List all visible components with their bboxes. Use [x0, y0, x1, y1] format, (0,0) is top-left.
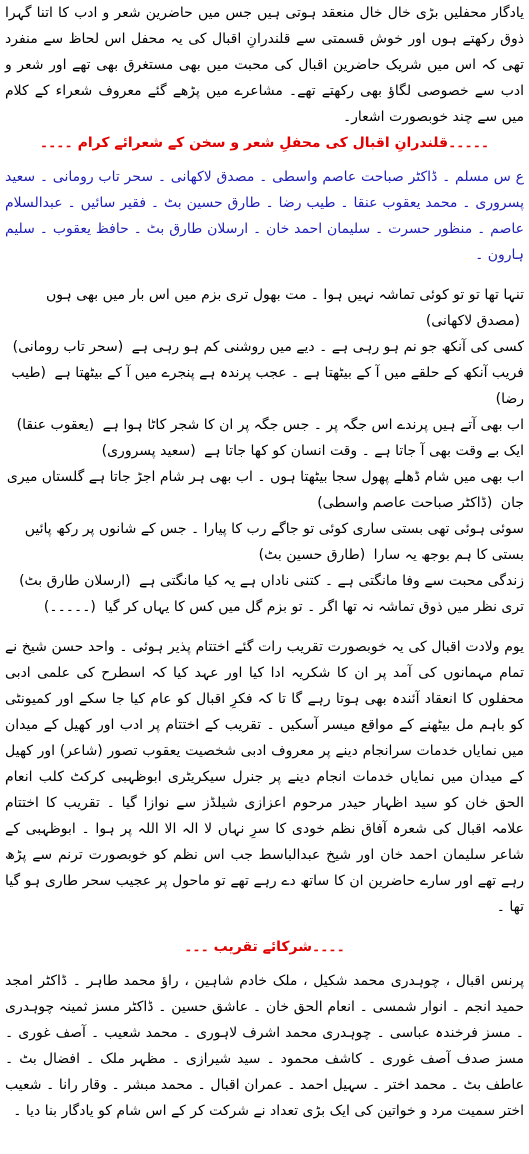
couplet	[5, 568, 524, 594]
poets-list: ع س مسلم ۔ ڈاکٹر صباحت عاصم واسطی ۔ مصدق لاکھانی ۔ سحر تاب رومانی ۔ سعید پسروری ۔ محمد یعقوب عنقا ۔ طیب رضا ۔ طارق حسین بٹ ۔ فقیر سائیں ۔ عبدالسلام عاصم ۔ منظور حسرت ۔ سلیمان احمد خان ۔ ارسلان طارق بٹ ۔ حافظ یعقوب ۔ سلیم ہارون ۔	[5, 169, 524, 263]
spacer	[5, 920, 524, 934]
poets-heading: ۔۔۔۔۔قلندرانِ اقبال کی محفلِ شعر و سخن کے شعرائے کرام ۔۔۔۔	[39, 135, 490, 151]
closing-paragraph: یوم ولادت اقبال کی یہ خوبصورت تقریب رات گئے اختتام پذیر ہوئی ۔ واحد حسن شیخ نے تمام مہمانوں کی آمد پر ان کا شکریہ ادا کیا اور عہد کیا کہ اسطرح کی علمی ادبی محفلوں کا انعقاد آئندہ بھی ہوتا رہے گا تا کہ فکرِ اقبال کو عام کیا جا سکے اور کمیونٹی کو باہم مل بیٹھنے کے مواقع میسر آسکیں ۔ تقریب کے اختتام پر ادب اور کھیل کے میدان میں نمایاں خدمات سرانجام دینے پر معروف ادبی شخصیت یعقوب تصور (شاعر) اور کھیل کے میدان میں نمایاں خدمات انجام دینے پر جنرل سیکریٹری ابوظہبی کرکٹ کلب انعام الحق خان کو سید اظہار حیدر مرحوم اعزازی شیلڈز سے نوازا گیا ۔ تقریب کا اختتام علامہ اقبال کی شعرہ آفاق نظم خودی کا سرِ نہاں لا الہ الا اللہ پر ہوا ۔ ابوظہبی کے شاعر سلیمان احمد خان اور شیخ عبدالباسط جب اس نظم کو خوبصورت ترنم سے پڑھ رہے تھے اور سارے حاضرین ان کا ساتھ دے رہے تھے تو ماحول پر عجیب سحر طاری ہو گیا تھا ۔	[5, 639, 524, 915]
couplet-text: اب بھی آتے ہیں پرندے اس جگہ پر ۔ جس جگہ پر ان کا شجر کاٹا ہوا ہے	[102, 417, 524, 433]
couplet-text: زندگی محبت سے وفا مانگتی ہے ۔ کتنی ناداں ہے یہ کیا مانگتی ہے	[139, 573, 524, 589]
intro-paragraph: یادگار محفلیں بڑی خال خال منعقد ہوتی ہیں جس میں حاضرین شعر و ادب کا اتنا گہرا ذوق رکھتے ہوں اور خوش قسمتی سے قلندرانِ اقبال کی یہ محفل اس لحاظ سے منفرد تھی کہ اس میں شریک حاضرین اقبال کی محبت میں بھی مستغرق بھی تھے اور شعر و ادب سے خصوصی لگاؤ بھی رکھتے تھے۔ مشاعرے میں پڑھے گئے معروف شعراء کے کلام میں سے چند خوبصورت اشعار۔	[5, 5, 524, 125]
couplet-poet: (سحر تاب رومانی)	[12, 339, 124, 355]
couplet	[5, 360, 524, 412]
couplet-text: فریب آنکھ کے حلقے میں آ کے بیٹھتا ہے ۔ عجب پرندہ ہے پنجرے میں آ کے بیٹھتا ہے	[54, 365, 524, 381]
spacer	[5, 960, 524, 968]
couplet	[5, 516, 524, 568]
couplet	[5, 334, 524, 360]
couplet-poet: (طیب رضا)	[11, 365, 524, 407]
couplet-poet: (ڈاکٹر صباحت عاصم واسطی)	[317, 495, 493, 511]
spacer	[5, 156, 524, 164]
couplet	[5, 438, 524, 464]
couplets-section	[5, 282, 524, 620]
couplet-text: تری نظر میں ذوق تماشہ نہ تھا اگر ۔ تو بزم گل میں کس کا یہاں کر گیا	[104, 599, 524, 615]
couplet-text: کسی کی آنکھ جو نم ہو رہی ہے ۔ دیے میں روشنی کم ہو رہی ہے	[131, 339, 524, 355]
couplet-poet: (طارق حسین بٹ)	[258, 547, 366, 563]
spacer	[5, 620, 524, 634]
couplet-text: سوئی ہوئی تھی بستی ساری کوئی تو جاگے رب کا پیارا ۔ جس کے شانوں پر رکھ پائیں بستی کا ہم بوجھ یہ سارا	[24, 521, 524, 563]
couplet-poet: (۔۔۔۔۔)	[43, 599, 96, 615]
couplet	[5, 412, 524, 438]
couplet-poet: (سعید پسروری)	[101, 443, 196, 459]
couplet-poet: (ارسلان طارق بٹ)	[19, 573, 131, 589]
couplet	[5, 464, 524, 516]
participants-heading: ۔۔۔۔شرکائے تقریب ۔۔۔	[184, 939, 345, 955]
couplet-text: ایک بے وقت بھی آ جاتا ہے ۔ وقت انسان کو کھا جاتا ہے	[204, 443, 524, 459]
participants-list: پرنس اقبال ، چوہدری محمد شکیل ، ملک خادم شاہین ، راؤ محمد طاہر ۔ ڈاکٹر امجد حمید انجم ۔ انوار شمسی ۔ انعام الحق خان ۔ عاشق حسین ۔ ڈاکٹر مسز ثمینہ چوہدری ۔ مسز فرخندہ عباسی ۔ چوہدری محمد اشرف لاہوری ۔ محمد شعیب ۔ آصف غوری ۔ مسز صدف آصف غوری ۔ کاشف محمود ۔ سید شیرازی ۔ مظہر ملک ۔ افضال بٹ ۔ عاطف بٹ ۔ محمد اختر ۔ سہیل احمد ۔ عمران اقبال ۔ محمد مبشر ۔ وقار رانا ۔ شعیب اختر سمیت مرد و خواتین کی ایک بڑی تعداد نے شرکت کر کے اس شام کو یادگار بنا دیا ۔	[5, 973, 524, 1119]
spacer	[5, 268, 524, 282]
couplet-text: تنہا تھا تو تو کوئی تماشہ نہیں ہوا ۔ مت بھول تری بزم میں اس بار میں بھی ہوں	[46, 287, 524, 303]
couplet-poet: (مصدق لاکھانی)	[425, 313, 520, 329]
couplet-text: اب بھی میں شام ڈھلے پھول سجا بیٹھتا ہوں ۔ اب بھی ہر شام اجڑ جاتا ہے گلستاں میری جان	[6, 469, 524, 511]
couplet	[5, 282, 524, 334]
couplet-poet: (یعقوب عنقا)	[16, 417, 95, 433]
couplet	[5, 594, 524, 620]
